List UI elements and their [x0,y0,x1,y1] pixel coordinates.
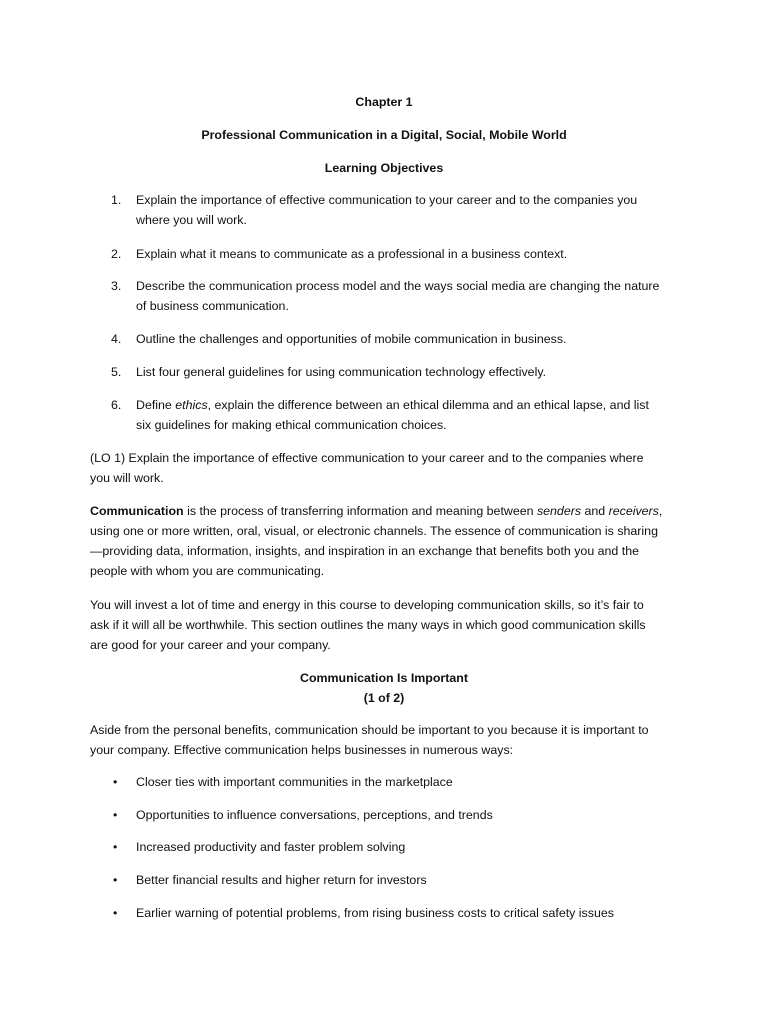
objective-number: 4. [111,332,122,346]
paragraph-line: using one or more written, oral, visual, or electronic channels. The essence of communication is sharing [90,524,658,538]
objective-text [136,395,676,435]
definition-paragraph [90,501,680,581]
paragraph-line: you will work. [90,471,164,485]
objective-number: 3. [111,279,122,293]
paragraph-line: Aside from the personal benefits, communication should be important to you because it is important to [90,723,649,737]
paragraph-line: are good for your career and your company. [90,638,331,652]
objective-line: Describe the communication process model and the ways social media are changing the nature [136,279,660,293]
objective-line: six guidelines for making ethical communication choices. [136,418,447,432]
objective-line [136,395,676,415]
chapter-label: Chapter 1 [355,95,413,109]
bullet-icon: • [113,906,118,920]
bullet-icon: • [113,808,118,822]
receivers-term: receivers [608,504,659,518]
lo1-paragraph [90,448,680,488]
objective-number: 6. [111,398,122,412]
bullet-text: Earlier warning of potential problems, from rising business costs to critical safety issues [136,906,614,920]
objective-number: 5. [111,365,122,379]
section-heading-part: (1 of 2) [363,691,405,705]
chapter-title: Professional Communication in a Digital, Social, Mobile World [201,128,567,142]
paragraph-line: —providing data, information, insights, and inspiration in an exchange that benefits both you and the [90,544,639,558]
paragraph-line: ask if it will all be worthwhile. This section outlines the many ways in which good communication skills [90,618,646,632]
definition-text: is the process of transferring information and meaning between [183,504,537,518]
objective-line: Explain the importance of effective communication to your career and to the companies you [136,193,638,207]
objective-line: List four general guidelines for using communication technology effectively. [136,365,547,379]
objective-line: where you will work. [136,213,247,227]
objective-text [136,190,676,230]
bullet-icon: • [113,873,118,887]
bullet-text: Increased productivity and faster problem solving [136,840,406,854]
paragraph-line: (LO 1) Explain the importance of effective communication to your career and to the companies where [90,451,644,465]
ethics-term: ethics [175,398,208,412]
objective-number: 1. [111,193,122,207]
comma: , [658,504,663,518]
invest-paragraph [90,595,680,655]
paragraph-line [90,501,680,521]
objective-number: 2. [111,247,122,261]
objective-line-rest: , explain the difference between an ethical dilemma and an ethical lapse, and list [207,398,649,412]
objectives-heading: Learning Objectives [324,161,444,175]
paragraph-line: You will invest a lot of time and energy in this course to developing communication skills, so it’s fair to [90,598,644,612]
bullet-icon: • [113,775,118,789]
and-word: and [581,504,609,518]
objective-line: Explain what it means to communicate as a professional in a business context. [136,247,568,261]
objective-text [136,276,676,316]
senders-term: senders [536,504,582,518]
paragraph-line: people with whom you are communicating. [90,564,325,578]
aside-paragraph [90,720,680,760]
section-heading: Communication Is Important [300,671,468,685]
objective-line: of business communication. [136,299,289,313]
bullet-icon: • [113,840,118,854]
objective-text [136,244,676,264]
bullet-text: Better financial results and higher return for investors [136,873,427,887]
bullet-text: Opportunities to influence conversations, perceptions, and trends [136,808,493,822]
objective-text [136,329,676,349]
objective-line: Outline the challenges and opportunities of mobile communication in business. [136,332,567,346]
paragraph-line: your company. Effective communication helps businesses in numerous ways: [90,743,514,757]
objective-text [136,362,676,382]
define-word: Define [136,398,176,412]
bullet-text: Closer ties with important communities in the marketplace [136,775,453,789]
communication-term: Communication [90,504,184,518]
